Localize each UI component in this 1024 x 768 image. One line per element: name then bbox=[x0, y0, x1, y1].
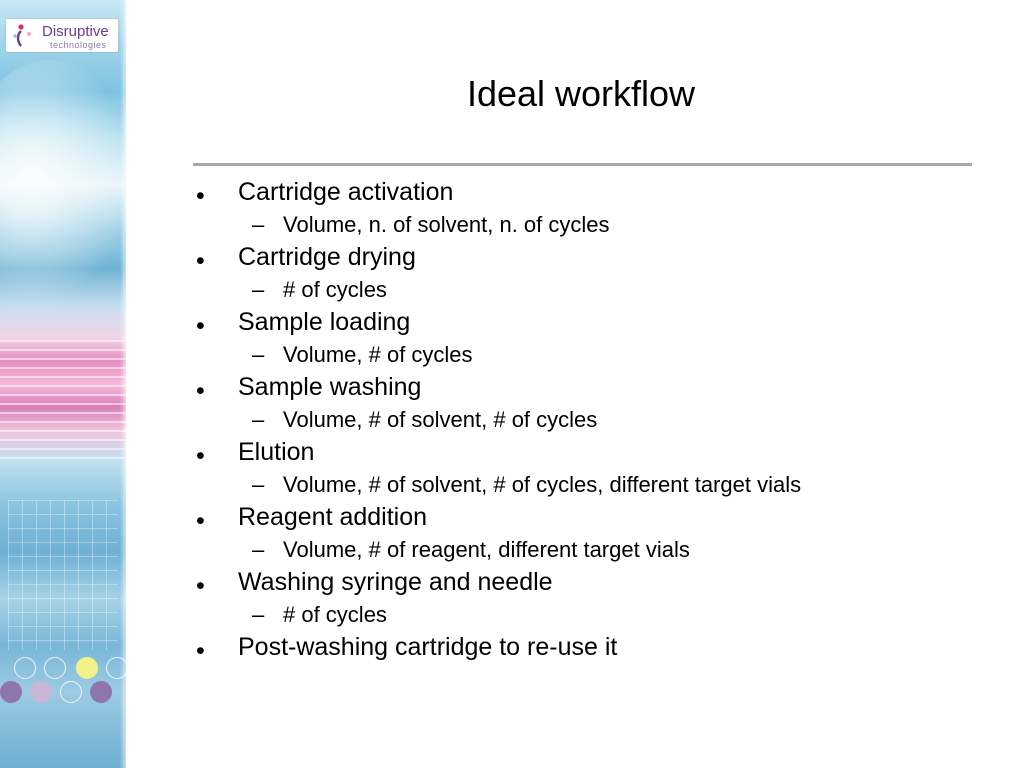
sub-bullet-item bbox=[196, 340, 996, 373]
sub-bullet-text: Volume, # of reagent, different target vials bbox=[283, 537, 690, 562]
strip-edge-shade bbox=[120, 0, 126, 768]
title-divider bbox=[193, 163, 972, 166]
strip-circle bbox=[14, 657, 36, 679]
bullet-text: Elution bbox=[238, 438, 315, 466]
dash-marker: – bbox=[252, 602, 265, 627]
bullet-item bbox=[196, 178, 996, 210]
bullet-text: Cartridge activation bbox=[238, 178, 454, 206]
logo-mark-icon bbox=[9, 21, 37, 49]
bullet-marker: • bbox=[196, 572, 205, 600]
strip-circle bbox=[90, 681, 112, 703]
bullet-list bbox=[196, 178, 996, 665]
logo-subtitle: technologies bbox=[50, 40, 107, 50]
bullet-marker: • bbox=[196, 507, 205, 535]
dash-marker: – bbox=[252, 537, 265, 562]
bullet-text: Washing syringe and needle bbox=[238, 568, 553, 596]
sub-bullet-text: # of cycles bbox=[283, 602, 387, 627]
sub-bullet-text: Volume, # of cycles bbox=[283, 342, 473, 367]
bullet-item bbox=[196, 568, 996, 600]
company-logo bbox=[6, 19, 118, 52]
slide-title: Ideal workflow bbox=[466, 73, 696, 114]
sub-bullet-text: Volume, # of solvent, # of cycles, different target vials bbox=[283, 472, 802, 497]
bullet-text: Reagent addition bbox=[238, 503, 428, 531]
logo-name: Disruptive bbox=[42, 23, 109, 40]
sub-bullet-item bbox=[196, 600, 996, 633]
dash-marker: – bbox=[252, 212, 265, 237]
bullet-marker: • bbox=[196, 637, 205, 665]
strip-glow bbox=[0, 60, 126, 320]
bullet-marker: • bbox=[196, 182, 205, 210]
sub-bullet-text: Volume, # of solvent, # of cycles bbox=[283, 407, 598, 432]
bullet-item bbox=[196, 243, 996, 275]
bullet-marker: • bbox=[196, 247, 205, 275]
sub-bullet-item bbox=[196, 275, 996, 308]
bullet-item bbox=[196, 503, 996, 535]
strip-circle bbox=[30, 681, 52, 703]
sub-bullet-item bbox=[196, 210, 996, 243]
bullet-item bbox=[196, 308, 996, 340]
bullet-text: Sample washing bbox=[238, 373, 422, 401]
dash-marker: – bbox=[252, 407, 265, 432]
sub-bullet-item bbox=[196, 470, 996, 503]
bullet-marker: • bbox=[196, 377, 205, 405]
bullet-text: Post-washing cartridge to re-use it bbox=[238, 633, 618, 661]
bullet-item bbox=[196, 438, 996, 470]
dash-marker: – bbox=[252, 342, 265, 367]
bullet-text: Sample loading bbox=[238, 308, 411, 336]
bullet-item bbox=[196, 633, 996, 665]
sub-bullet-text: # of cycles bbox=[283, 277, 387, 302]
strip-circle bbox=[60, 681, 82, 703]
strip-grid bbox=[8, 500, 118, 650]
sub-bullet-item bbox=[196, 405, 996, 438]
bullet-marker: • bbox=[196, 442, 205, 470]
strip-circle bbox=[0, 681, 22, 703]
bullet-item bbox=[196, 373, 996, 405]
dash-marker: – bbox=[252, 472, 265, 497]
dash-marker: – bbox=[252, 277, 265, 302]
strip-lines bbox=[0, 340, 126, 460]
bullet-text: Cartridge drying bbox=[238, 243, 416, 271]
bullet-marker: • bbox=[196, 312, 205, 340]
decorative-side-strip bbox=[0, 0, 126, 768]
sub-bullet-text: Volume, n. of solvent, n. of cycles bbox=[283, 212, 610, 237]
strip-circle bbox=[76, 657, 98, 679]
sub-bullet-item bbox=[196, 535, 996, 568]
strip-circle bbox=[44, 657, 66, 679]
